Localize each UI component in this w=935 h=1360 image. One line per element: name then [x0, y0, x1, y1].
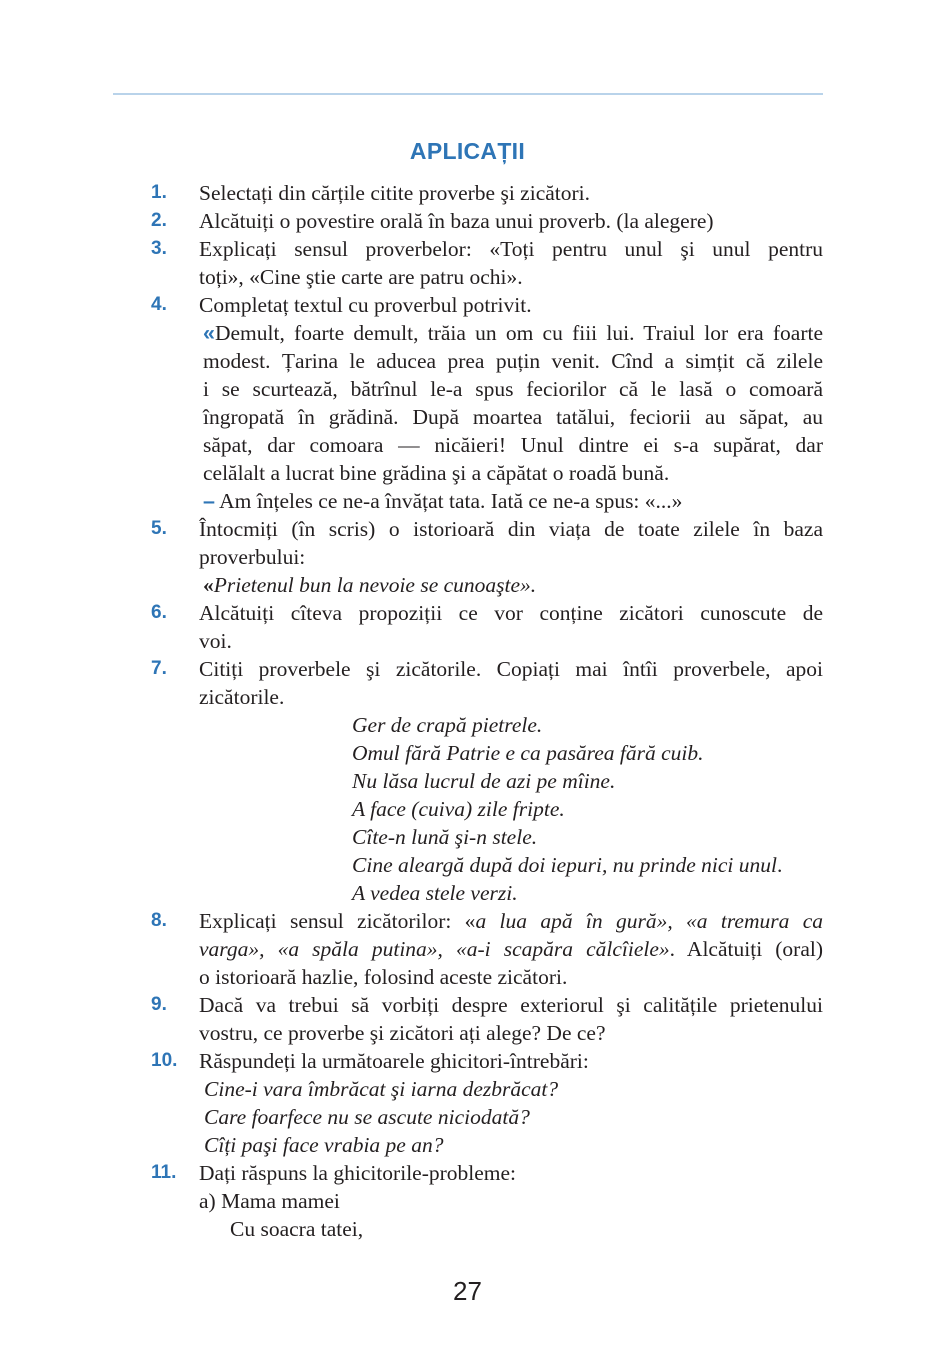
proverb-4: A face (cuiva) zile fripte. — [352, 797, 565, 821]
riddle-2: Care foarfece nu se ascute niciodată? — [204, 1105, 530, 1129]
story-open-quote: « — [203, 321, 215, 345]
item-number-10: 10. — [151, 1050, 178, 1071]
item-6-text-line-1: Alcătuiți cîteva propoziții ce vor conține zicători cunoscute de — [199, 601, 823, 625]
story-line-6: celălalt a lucrat bine grădina şi a căpătat o roadă bună. — [203, 461, 670, 485]
item-9-text-line-2: vostru, ce proverbe şi zicători ați alege? De ce? — [199, 1021, 606, 1045]
item-7-text-line-1: Citiți proverbele şi zicătorile. Copiați mai întîi proverbele, apoi — [199, 657, 823, 681]
item-2-text: Alcătuiți o povestire orală în baza unui proverb. (la alegere) — [199, 209, 714, 233]
proverb-1: Ger de crapă pietrele. — [352, 713, 543, 737]
story-line-4: îngropată în grădină. După moartea tatălui, feciorii au săpat, au — [203, 405, 823, 429]
proverb-6: Cine aleargă după doi iepuri, nu prinde nici unul. — [352, 853, 783, 877]
item-number-7: 7. — [151, 658, 167, 679]
item-6-text-line-2: voi. — [199, 629, 232, 653]
item-7-text-line-2: zicătorile. — [199, 685, 285, 709]
item-11-text: Dați răspuns la ghicitorile-probleme: — [199, 1161, 517, 1185]
item-9-text-line-1: Dacă va trebui să vorbiți despre exteriorul şi calitățile prietenului — [199, 993, 823, 1017]
item-number-6: 6. — [151, 602, 167, 623]
riddle-problem-a-line-1: a) Mama mamei — [199, 1189, 340, 1213]
top-divider — [113, 93, 823, 95]
item-number-2: 2. — [151, 210, 167, 231]
riddle-1: Cine-i vara îmbrăcat şi iarna dezbrăcat? — [204, 1077, 559, 1101]
story-line-1: «Demult, foarte demult, trăia un om cu fiii lui. Traiul lor era foarte — [203, 321, 823, 345]
item-5-text-line-1: Întocmiți (în scris) o istorioară din viața de toate zilele în baza — [199, 517, 823, 541]
riddle-problem-a-line-2: Cu soacra tatei, — [230, 1217, 364, 1241]
item-number-8: 8. — [151, 910, 167, 931]
item-5-text-line-2: proverbului: — [199, 545, 306, 569]
item-5-proverb: «Prietenul bun la nevoie se cunoaşte». — [203, 573, 537, 597]
page-number: 27 — [453, 1276, 482, 1306]
item-number-11: 11. — [151, 1162, 177, 1183]
item-number-3: 3. — [151, 238, 167, 259]
story-line-5: săpat, dar comoara — nicăieri! Unul dintre ei s-a supărat, dar — [203, 433, 823, 457]
riddle-3: Cîți paşi face vrabia pe an? — [204, 1133, 444, 1157]
section-title: APLICAȚII — [409, 138, 526, 164]
item-8-text-line-3: o istorioară hazlie, folosind aceste zicători. — [199, 965, 568, 989]
item-3-text-line-2: toți», «Cine ştie carte are patru ochi». — [199, 265, 523, 289]
item-number-1: 1. — [151, 182, 167, 203]
item-1-text: Selectați din cărțile citite proverbe şi zicători. — [199, 181, 591, 205]
proverb-2: Omul fără Patrie e ca pasărea fără cuib. — [352, 741, 704, 765]
item-8-text-line-2: varga», «a spăla putina», «a-i scapăra călcîiele». Alcătuiți (oral) — [199, 937, 823, 961]
item-10-text: Răspundeți la următoarele ghicitori-întrebări: — [199, 1049, 589, 1073]
story-line-7: – Am înțeles ce ne-a învățat tata. Iată ce ne-a spus: «...» — [203, 489, 683, 513]
story-dash: – — [203, 489, 215, 513]
story-line-3: i se scurtează, bătrînul le-a spus feciorilor că le lasă o comoară — [203, 377, 823, 401]
proverb-5: Cîte-n lună şi-n stele. — [352, 825, 538, 849]
item-4-text: Completaț textul cu proverbul potrivit. — [199, 293, 532, 317]
item-number-5: 5. — [151, 518, 167, 539]
item-number-9: 9. — [151, 994, 167, 1015]
proverb-3: Nu lăsa lucrul de azi pe mîine. — [352, 769, 616, 793]
item-3-text-line-1: Explicați sensul proverbelor: «Toți pentru unul şi unul pentru — [199, 237, 823, 261]
item-number-4: 4. — [151, 294, 167, 315]
story-line-2: modest. Țarina le aducea prea puțin venit. Cînd a simțit că zilele — [203, 349, 823, 373]
proverb-7: A vedea stele verzi. — [352, 881, 518, 905]
item-8-text-line-1: Explicați sensul zicătorilor: «a lua apă în gură», «a tremura ca — [199, 909, 823, 933]
